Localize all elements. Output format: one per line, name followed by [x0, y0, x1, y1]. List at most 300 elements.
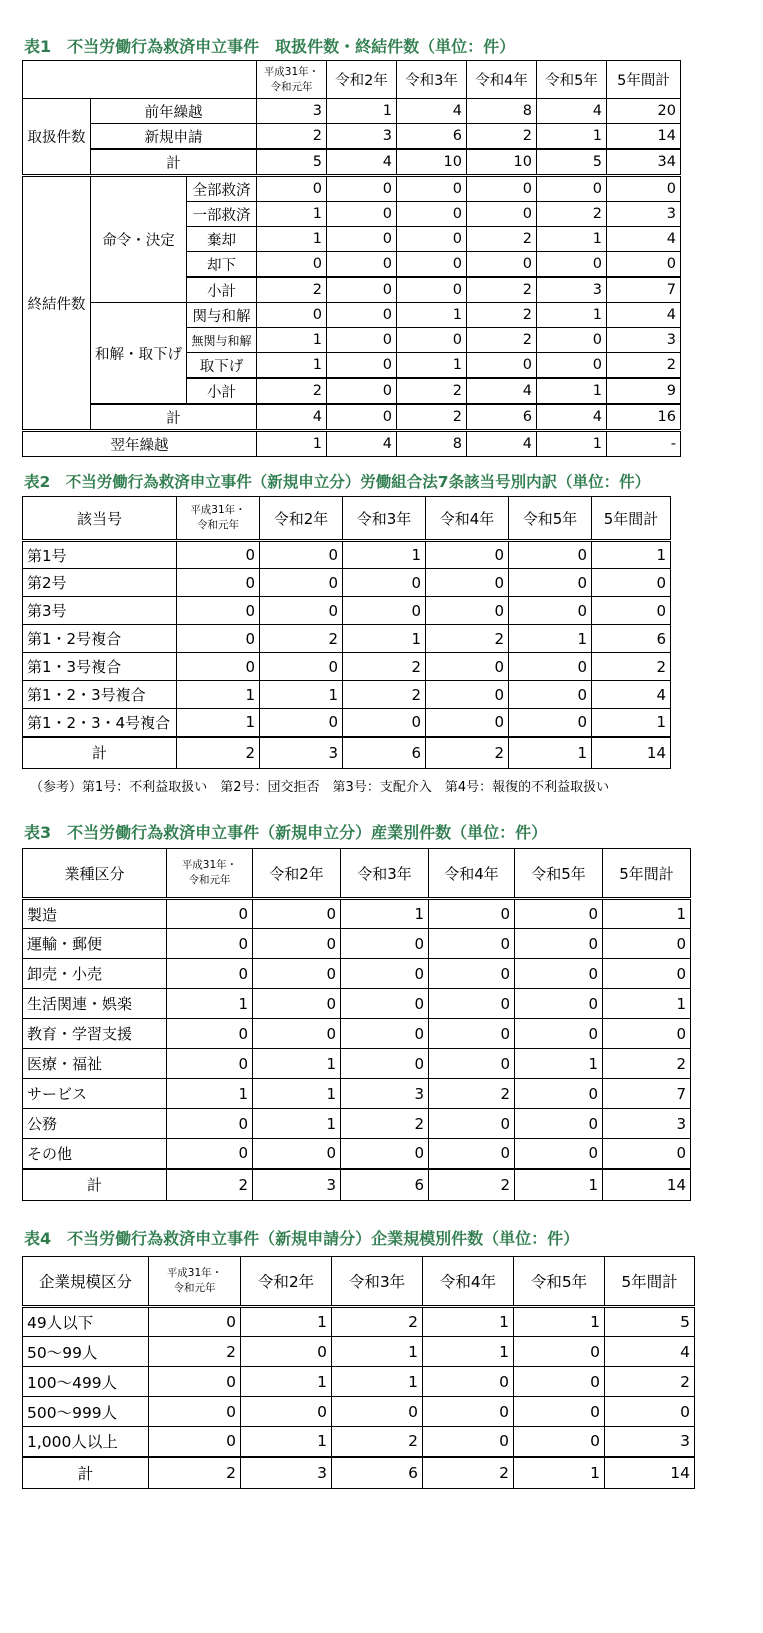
table-cell: 0 [341, 1139, 429, 1169]
t1-label-reject: 棄却 [187, 227, 257, 252]
table-cell: 0 [260, 653, 343, 681]
t2-h3: 令和4年 [426, 497, 509, 541]
table-cell: 0 [515, 1139, 603, 1169]
table-cell: 0 [592, 597, 671, 625]
table-cell: 0 [429, 1109, 515, 1139]
table-cell: 1 [423, 1337, 514, 1367]
table-row [23, 989, 691, 1019]
t1-cell: 0 [467, 202, 537, 227]
table-row [23, 625, 671, 653]
t3-h2: 令和3年 [341, 849, 429, 899]
table-cell: 0 [514, 1427, 605, 1457]
t1-cell: 4 [537, 404, 607, 431]
t3-total-cell: 6 [341, 1169, 429, 1201]
t1-cell: 0 [327, 202, 397, 227]
t2-total-cell: 2 [177, 737, 260, 769]
t1-label-carry: 翌年繰越 [23, 431, 257, 457]
table-cell: 0 [603, 1139, 691, 1169]
t2-h1: 令和2年 [260, 497, 343, 541]
table-cell: 0 [167, 929, 253, 959]
table-cell: 1 [509, 625, 592, 653]
table-cell: 0 [426, 681, 509, 709]
table-cell: 1 [341, 899, 429, 929]
t2-h2: 令和3年 [343, 497, 426, 541]
table-cell: 0 [177, 625, 260, 653]
t1-cell: 0 [257, 252, 327, 278]
table-cell: 1 [343, 541, 426, 569]
table3 [22, 848, 691, 1201]
table-cell: 0 [149, 1427, 241, 1457]
t1-cell: 0 [327, 252, 397, 278]
t2-note: （参考）第1号：不利益取扱い 第2号：団交拒否 第3号：支配介入 第4号：報復的不利益取扱い [30, 780, 610, 795]
t2-h5: 5年間計 [592, 497, 671, 541]
t1-cell: 2 [467, 303, 537, 328]
table-cell: 1 [253, 1049, 341, 1079]
t2-total-label: 計 [23, 737, 177, 769]
t1-cell: 4 [537, 99, 607, 124]
t1-label-inv: 関与和解 [187, 303, 257, 328]
table-cell: 2 [343, 681, 426, 709]
t1-h1: 令和2年 [327, 61, 397, 99]
table-row [23, 653, 671, 681]
t1-cell: 2 [537, 202, 607, 227]
t1-cell: 2 [257, 378, 327, 404]
row-label: 49人以下 [23, 1307, 149, 1337]
table1 [22, 60, 681, 457]
t4-total-cell: 1 [514, 1457, 605, 1489]
t1-cell: 1 [327, 99, 397, 124]
t1-cell: 5 [257, 149, 327, 176]
table-cell: 1 [592, 541, 671, 569]
table-cell: 2 [343, 653, 426, 681]
t4-total-cell: 2 [423, 1457, 514, 1489]
table-cell: 0 [253, 989, 341, 1019]
t3-total-cell: 3 [253, 1169, 341, 1201]
table-cell: 1 [603, 989, 691, 1019]
table-cell: 0 [515, 899, 603, 929]
t1-cell: 2 [467, 328, 537, 353]
t1-label-total1: 計 [91, 149, 257, 176]
t1-label-part: 一部救済 [187, 202, 257, 227]
t1-cell: 5 [537, 149, 607, 176]
table-cell: 0 [260, 709, 343, 737]
t1-cell: 14 [607, 124, 681, 150]
t1-cell: 7 [607, 277, 681, 303]
table-cell: 0 [253, 1139, 341, 1169]
t1-cell: 1 [397, 303, 467, 328]
t4-h0: 平成31年・ 令和元年 [149, 1257, 241, 1307]
row-label: 50～99人 [23, 1337, 149, 1367]
table-cell: 0 [603, 959, 691, 989]
row-label: 医療・福祉 [23, 1049, 167, 1079]
t3-h5: 5年間計 [603, 849, 691, 899]
table-cell: 1 [603, 899, 691, 929]
table-cell: 1 [241, 1427, 332, 1457]
t1-cell: 0 [537, 252, 607, 278]
t1-h4: 令和5年 [537, 61, 607, 99]
row-label: 第1・2号複合 [23, 625, 177, 653]
table-cell: 1 [332, 1337, 423, 1367]
t1-cell: 1 [397, 353, 467, 379]
table1-caption: 表1 不当労働行為救済申立事件 取扱件数・終結件数（単位：件） [24, 37, 516, 56]
table-cell: 0 [429, 1019, 515, 1049]
table-cell: 5 [605, 1307, 695, 1337]
table-cell: 0 [514, 1337, 605, 1367]
table-cell: 0 [149, 1397, 241, 1427]
t1-label-withdraw: 取下げ [187, 353, 257, 379]
t1-cell: 4 [607, 227, 681, 252]
table-cell: 0 [253, 1019, 341, 1049]
t1-cell: 10 [397, 149, 467, 176]
t1-sub-order: 命令・決定 [91, 176, 187, 303]
t1-cell: 2 [467, 277, 537, 303]
t1-cell: 0 [397, 202, 467, 227]
row-label: 第1・3号複合 [23, 653, 177, 681]
t1-h0: 平成31年・ 令和元年 [257, 61, 327, 99]
t1-cell: 8 [467, 99, 537, 124]
table-cell: 2 [260, 625, 343, 653]
table-cell: 2 [429, 1079, 515, 1109]
t3-total-cell: 14 [603, 1169, 691, 1201]
table-row [23, 1367, 695, 1397]
table-cell: 0 [429, 959, 515, 989]
t1-cell: 0 [397, 176, 467, 202]
t1-cell: 0 [257, 176, 327, 202]
table-row [23, 1079, 691, 1109]
t1-cell: 0 [397, 328, 467, 353]
t2-total-cell: 2 [426, 737, 509, 769]
t1-label-total2: 計 [91, 404, 257, 431]
t1-cell: 3 [257, 99, 327, 124]
t1-cell: 4 [327, 149, 397, 176]
table3-caption: 表3 不当労働行為救済申立事件（新規申立分）産業別件数（単位：件） [24, 823, 548, 842]
table-cell: 1 [241, 1307, 332, 1337]
table-cell: 0 [343, 597, 426, 625]
row-label: サービス [23, 1079, 167, 1109]
table-cell: 0 [514, 1397, 605, 1427]
t4-h-first: 企業規模区分 [23, 1257, 149, 1307]
table-cell: 2 [149, 1337, 241, 1367]
t1-cell: 1 [537, 378, 607, 404]
t1-cell: 6 [397, 124, 467, 150]
table-cell: 0 [423, 1397, 514, 1427]
table-cell: 0 [253, 929, 341, 959]
t1-h2: 令和3年 [397, 61, 467, 99]
table-row [23, 709, 671, 737]
row-label: 1,000人以上 [23, 1427, 149, 1457]
t4-total-cell: 14 [605, 1457, 695, 1489]
table-row [23, 597, 671, 625]
table-cell: 0 [260, 569, 343, 597]
t1-cell: 6 [467, 404, 537, 431]
table-row [23, 1019, 691, 1049]
t1-cell: 0 [537, 353, 607, 379]
t1-cell: 0 [327, 277, 397, 303]
t2-h0: 平成31年・ 令和元年 [177, 497, 260, 541]
table-cell: 4 [605, 1337, 695, 1367]
table-cell: 0 [603, 929, 691, 959]
t1-label-sub1: 小計 [187, 277, 257, 303]
table-cell: 0 [167, 1019, 253, 1049]
table-row [23, 899, 691, 929]
t1-corner [23, 61, 257, 99]
table-cell: 0 [429, 929, 515, 959]
table-row [23, 1337, 695, 1367]
t4-h4: 令和5年 [514, 1257, 605, 1307]
t3-h-first: 業種区分 [23, 849, 167, 899]
t1-group-final: 終結件数 [23, 176, 91, 431]
table-cell: 0 [177, 597, 260, 625]
row-label: 第3号 [23, 597, 177, 625]
table-cell: 0 [426, 541, 509, 569]
table4-caption: 表4 不当労働行為救済申立事件（新規申請分）企業規模別件数（単位：件） [24, 1229, 580, 1248]
t1-cell: 3 [537, 277, 607, 303]
table-cell: 0 [509, 653, 592, 681]
table-cell: 0 [423, 1427, 514, 1457]
table-cell: 3 [605, 1427, 695, 1457]
t1-cell: 1 [537, 124, 607, 150]
row-label: 運輸・郵便 [23, 929, 167, 959]
t1-cell: 0 [467, 176, 537, 202]
table-cell: 0 [429, 1139, 515, 1169]
row-label: 第1号 [23, 541, 177, 569]
table-cell: 2 [332, 1427, 423, 1457]
table-cell: 0 [177, 569, 260, 597]
t1-cell: 2 [257, 124, 327, 150]
t1-cell: 2 [257, 277, 327, 303]
table-cell: 0 [515, 959, 603, 989]
table-cell: 1 [241, 1367, 332, 1397]
t4-h3: 令和4年 [423, 1257, 514, 1307]
t3-h4: 令和5年 [515, 849, 603, 899]
table-cell: 1 [177, 709, 260, 737]
row-label: 第1・2・3号複合 [23, 681, 177, 709]
table-cell: 0 [177, 653, 260, 681]
table-cell: 7 [603, 1079, 691, 1109]
table2-caption: 表2 不当労働行為救済申立事件（新規申立分）労働組合法7条該当号別内訳（単位：件） [24, 473, 651, 491]
t2-h4: 令和5年 [509, 497, 592, 541]
t2-total-cell: 6 [343, 737, 426, 769]
t2-total-cell: 3 [260, 737, 343, 769]
t3-total-label: 計 [23, 1169, 167, 1201]
table-cell: 2 [592, 653, 671, 681]
t1-cell: 0 [537, 328, 607, 353]
row-label: 100～499人 [23, 1367, 149, 1397]
table-cell: 2 [332, 1307, 423, 1337]
t3-total-cell: 1 [515, 1169, 603, 1201]
table-cell: 0 [241, 1397, 332, 1427]
table-cell: 3 [603, 1109, 691, 1139]
t1-cell: 2 [397, 404, 467, 431]
t1-cell: 0 [327, 353, 397, 379]
table-cell: 0 [332, 1397, 423, 1427]
table-cell: 0 [341, 929, 429, 959]
t1-label-prev: 前年繰越 [91, 99, 257, 124]
t3-total-cell: 2 [429, 1169, 515, 1201]
table-row [23, 1049, 691, 1079]
t3-total-cell: 2 [167, 1169, 253, 1201]
row-label: 公務 [23, 1109, 167, 1139]
table-cell: 0 [429, 1049, 515, 1079]
table-cell: 1 [253, 1079, 341, 1109]
table-row [23, 1307, 695, 1337]
table-row [23, 1427, 695, 1457]
t1-cell: 9 [607, 378, 681, 404]
t1-cell: 0 [327, 176, 397, 202]
t1-cell: 8 [397, 431, 467, 457]
t1-cell: 0 [467, 353, 537, 379]
table-cell: 0 [149, 1367, 241, 1397]
table4 [22, 1256, 695, 1489]
t3-h3: 令和4年 [429, 849, 515, 899]
table-cell: 1 [167, 1079, 253, 1109]
table-cell: 0 [341, 1049, 429, 1079]
table-cell: 0 [509, 569, 592, 597]
t3-h1: 令和2年 [253, 849, 341, 899]
row-label: 生活関連・娯楽 [23, 989, 167, 1019]
row-label: 卸売・小売 [23, 959, 167, 989]
t1-sub-settle: 和解・取下げ [91, 303, 187, 405]
t1-cell: 4 [467, 431, 537, 457]
table-row [23, 569, 671, 597]
t2-total-cell: 1 [509, 737, 592, 769]
t1-cell: 0 [327, 378, 397, 404]
table-row [23, 1109, 691, 1139]
table-cell: 0 [509, 597, 592, 625]
table-cell: 0 [515, 929, 603, 959]
t1-cell: 3 [607, 328, 681, 353]
t1-cell: 4 [327, 431, 397, 457]
t1-cell: 1 [257, 227, 327, 252]
t1-cell: 1 [257, 353, 327, 379]
table-cell: 2 [341, 1109, 429, 1139]
table-cell: 0 [429, 899, 515, 929]
t1-cell: 1 [537, 303, 607, 328]
t1-cell: 4 [607, 303, 681, 328]
table-cell: 1 [167, 989, 253, 1019]
t1-cell: 4 [257, 404, 327, 431]
table-row [23, 1397, 695, 1427]
t1-cell: 0 [397, 252, 467, 278]
t1-cell: 2 [397, 378, 467, 404]
t1-cell: - [607, 431, 681, 457]
table-cell: 0 [515, 1019, 603, 1049]
table-cell: 0 [253, 959, 341, 989]
table-cell: 0 [260, 597, 343, 625]
table-cell: 2 [605, 1367, 695, 1397]
table-cell: 0 [167, 1139, 253, 1169]
table-cell: 1 [423, 1307, 514, 1337]
table-cell: 0 [241, 1337, 332, 1367]
table-cell: 1 [253, 1109, 341, 1139]
table-cell: 1 [592, 709, 671, 737]
t1-h3: 令和4年 [467, 61, 537, 99]
table-cell: 0 [515, 1079, 603, 1109]
table-cell: 0 [515, 1109, 603, 1139]
table-cell: 4 [592, 681, 671, 709]
table-cell: 0 [167, 899, 253, 929]
t1-cell: 0 [397, 227, 467, 252]
table-cell: 0 [177, 541, 260, 569]
t4-total-label: 計 [23, 1457, 149, 1489]
table-row [23, 1139, 691, 1169]
t1-cell: 0 [467, 252, 537, 278]
table-cell: 0 [423, 1367, 514, 1397]
t1-cell: 0 [257, 303, 327, 328]
t1-cell: 3 [607, 202, 681, 227]
t2-h-first: 該当号 [23, 497, 177, 541]
table-row [23, 681, 671, 709]
t1-label-new: 新規申請 [91, 124, 257, 150]
table-cell: 0 [253, 899, 341, 929]
table-cell: 2 [426, 625, 509, 653]
table-cell: 0 [167, 1109, 253, 1139]
table-cell: 0 [509, 709, 592, 737]
table-cell: 0 [426, 653, 509, 681]
table-cell: 0 [509, 541, 592, 569]
table-cell: 0 [515, 989, 603, 1019]
t1-cell: 1 [257, 202, 327, 227]
t1-label-sub2: 小計 [187, 378, 257, 404]
t2-total-cell: 14 [592, 737, 671, 769]
table-cell: 0 [426, 569, 509, 597]
t1-cell: 4 [467, 378, 537, 404]
table-cell: 0 [605, 1397, 695, 1427]
t1-cell: 2 [607, 353, 681, 379]
table-cell: 0 [603, 1019, 691, 1049]
t4-h5: 5年間計 [605, 1257, 695, 1307]
row-label: 製造 [23, 899, 167, 929]
table-cell: 1 [343, 625, 426, 653]
table-cell: 0 [167, 959, 253, 989]
table-row [23, 541, 671, 569]
table-cell: 0 [341, 1019, 429, 1049]
t1-cell: 16 [607, 404, 681, 431]
table-cell: 0 [429, 989, 515, 1019]
t4-total-cell: 2 [149, 1457, 241, 1489]
t4-total-cell: 3 [241, 1457, 332, 1489]
table-cell: 0 [343, 709, 426, 737]
table-cell: 0 [260, 541, 343, 569]
table-cell: 1 [260, 681, 343, 709]
t1-cell: 2 [467, 227, 537, 252]
t1-label-dismiss: 却下 [187, 252, 257, 278]
row-label: その他 [23, 1139, 167, 1169]
t1-cell: 0 [327, 227, 397, 252]
t1-cell: 0 [327, 328, 397, 353]
t1-label-full: 全部救済 [187, 176, 257, 202]
table-cell: 3 [341, 1079, 429, 1109]
row-label: 500～999人 [23, 1397, 149, 1427]
table-cell: 0 [509, 681, 592, 709]
t1-cell: 0 [537, 176, 607, 202]
t1-cell: 0 [397, 277, 467, 303]
t1-label-noinv: 無関与和解 [187, 328, 257, 353]
table-cell: 0 [592, 569, 671, 597]
table-cell: 1 [515, 1049, 603, 1079]
row-label: 第2号 [23, 569, 177, 597]
table-row [23, 959, 691, 989]
t3-h0: 平成31年・ 令和元年 [167, 849, 253, 899]
table-cell: 1 [177, 681, 260, 709]
t1-cell: 4 [397, 99, 467, 124]
table-cell: 0 [341, 959, 429, 989]
t1-cell: 1 [537, 431, 607, 457]
t1-cell: 10 [467, 149, 537, 176]
table-cell: 6 [592, 625, 671, 653]
t1-cell: 1 [537, 227, 607, 252]
table-cell: 0 [341, 989, 429, 1019]
